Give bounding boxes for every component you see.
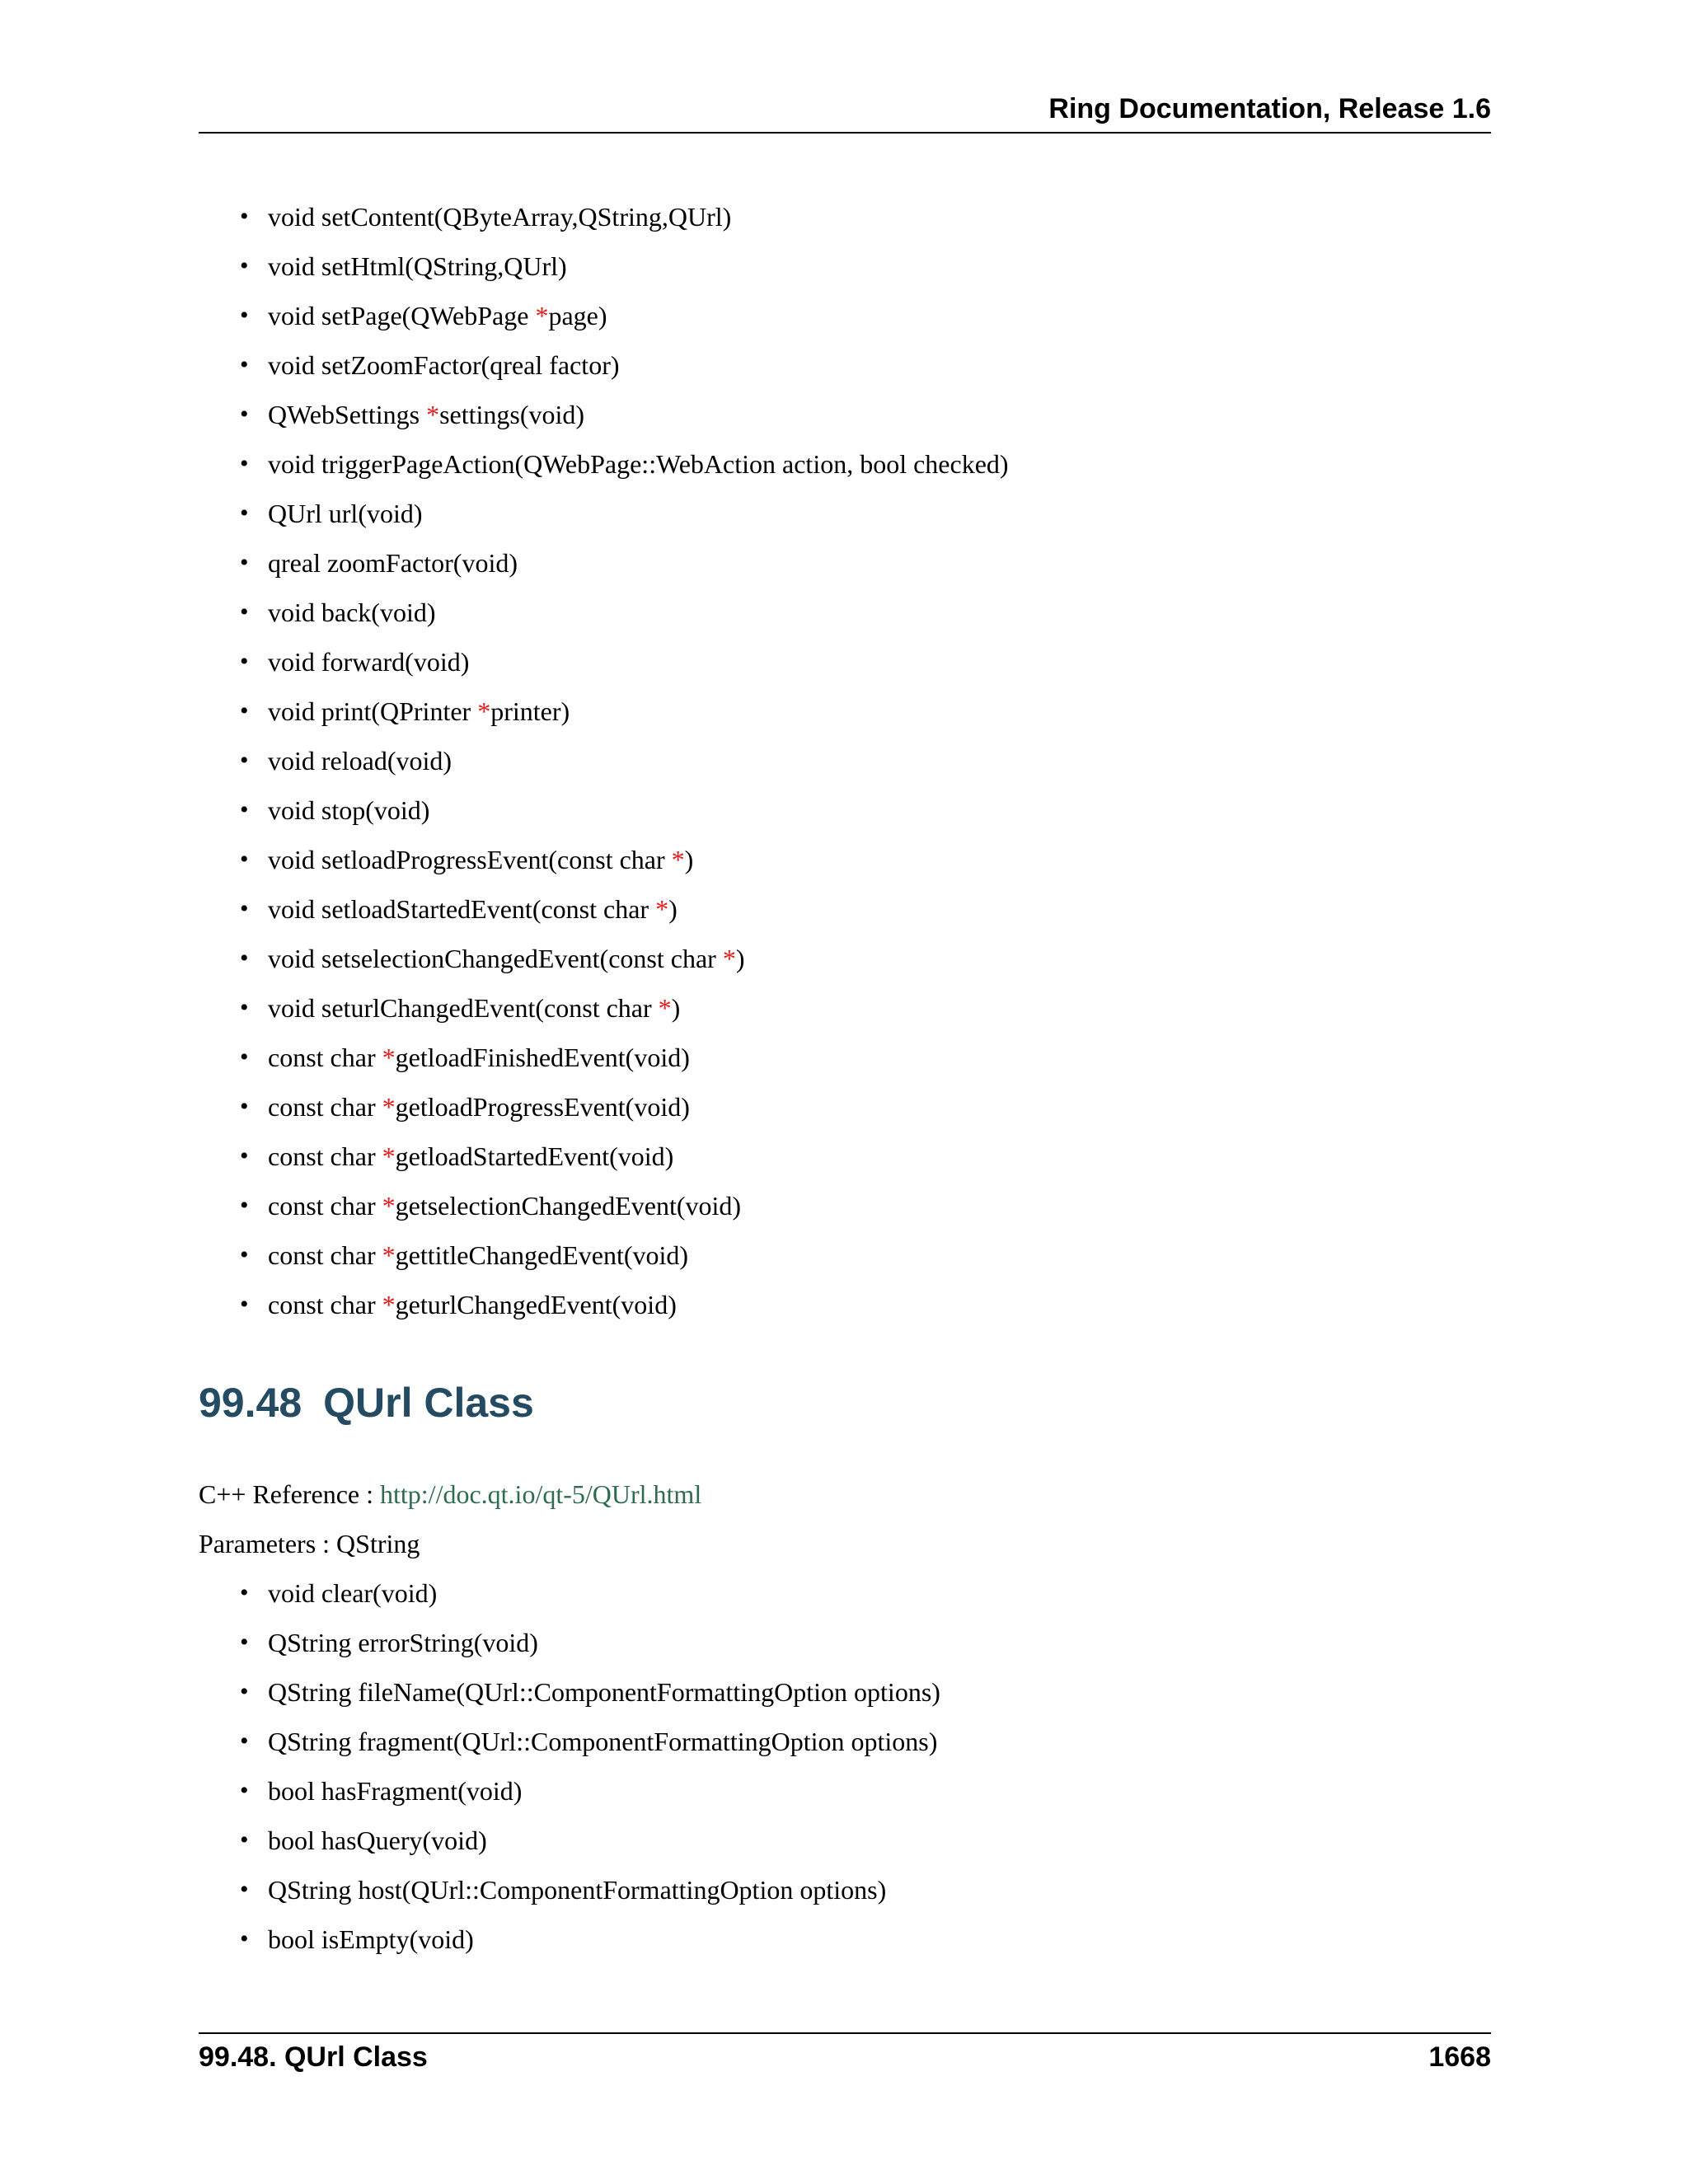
section-heading <box>199 1378 534 1427</box>
list-item: • QString errorString(void) <box>199 1618 940 1667</box>
page-number: 1668 <box>1428 2041 1491 2073</box>
list-item: • void setloadStartedEvent(const char *) <box>199 884 1009 934</box>
list-item: • void setContent(QByteArray,QString,QUrl) <box>199 192 1009 241</box>
list-item: • bool hasQuery(void) <box>199 1816 940 1865</box>
method-list-top <box>199 192 1009 1329</box>
list-item: • bool hasFragment(void) <box>199 1766 940 1816</box>
list-item: • const char *getloadFinishedEvent(void) <box>199 1033 1009 1082</box>
list-item: • qreal zoomFactor(void) <box>199 538 1009 588</box>
list-item: • void setPage(QWebPage *page) <box>199 291 1009 340</box>
list-item: • QUrl url(void) <box>199 489 1009 538</box>
list-item: • void setHtml(QString,QUrl) <box>199 241 1009 291</box>
section-title: QUrl Class <box>323 1380 534 1426</box>
list-item: • const char *gettitleChangedEvent(void) <box>199 1230 1009 1280</box>
list-item: • void setloadProgressEvent(const char *) <box>199 835 1009 884</box>
page-header <box>199 92 1491 134</box>
pointer-asterisk: * <box>382 1141 396 1171</box>
list-item: • void setZoomFactor(qreal factor) <box>199 340 1009 390</box>
page-footer <box>199 2032 1491 2080</box>
list-item: • QString fileName(QUrl::ComponentFormattingOption options) <box>199 1667 940 1717</box>
pointer-asterisk: * <box>477 696 491 726</box>
pointer-asterisk: * <box>382 1092 396 1122</box>
list-item: • QString host(QUrl::ComponentFormattingOption options) <box>199 1865 940 1915</box>
list-item: • void stop(void) <box>199 785 1009 835</box>
list-item: • void forward(void) <box>199 637 1009 687</box>
list-item: • void clear(void) <box>199 1568 940 1618</box>
reference-link[interactable]: http://doc.qt.io/qt-5/QUrl.html <box>380 1479 702 1509</box>
list-item: • void print(QPrinter *printer) <box>199 687 1009 736</box>
pointer-asterisk: * <box>382 1290 396 1319</box>
list-item: • const char *getloadProgressEvent(void) <box>199 1082 1009 1132</box>
pointer-asterisk: * <box>671 845 685 874</box>
footer-section: 99.48. QUrl Class <box>199 2041 428 2073</box>
list-item: • const char *getloadStartedEvent(void) <box>199 1132 1009 1181</box>
pointer-asterisk: * <box>658 993 672 1023</box>
list-item: • QWebSettings *settings(void) <box>199 390 1009 439</box>
pointer-asterisk: * <box>426 400 440 429</box>
list-item: • bool isEmpty(void) <box>199 1915 940 1964</box>
list-item: • void setselectionChangedEvent(const char *) <box>199 934 1009 983</box>
method-list-bottom <box>199 1568 940 1964</box>
document-title: Ring Documentation, Release 1.6 <box>1048 93 1491 124</box>
pointer-asterisk: * <box>382 1240 396 1270</box>
list-item: • void reload(void) <box>199 736 1009 785</box>
list-item: • void seturlChangedEvent(const char *) <box>199 983 1009 1033</box>
list-item: • const char *geturlChangedEvent(void) <box>199 1280 1009 1329</box>
parameters-line: Parameters : QString <box>199 1529 420 1558</box>
reference-line <box>199 1469 701 1519</box>
pointer-asterisk: * <box>722 944 736 973</box>
pointer-asterisk: * <box>655 894 669 924</box>
list-item: • const char *getselectionChangedEvent(void) <box>199 1181 1009 1230</box>
list-item: • void triggerPageAction(QWebPage::WebAction action, bool checked) <box>199 439 1009 489</box>
list-item: • void back(void) <box>199 588 1009 637</box>
list-item: • QString fragment(QUrl::ComponentFormattingOption options) <box>199 1717 940 1766</box>
reference-label: C++ Reference : <box>199 1479 380 1509</box>
pointer-asterisk: * <box>535 301 549 330</box>
section-number: 99.48 <box>199 1380 302 1426</box>
pointer-asterisk: * <box>382 1191 396 1221</box>
pointer-asterisk: * <box>382 1043 396 1072</box>
